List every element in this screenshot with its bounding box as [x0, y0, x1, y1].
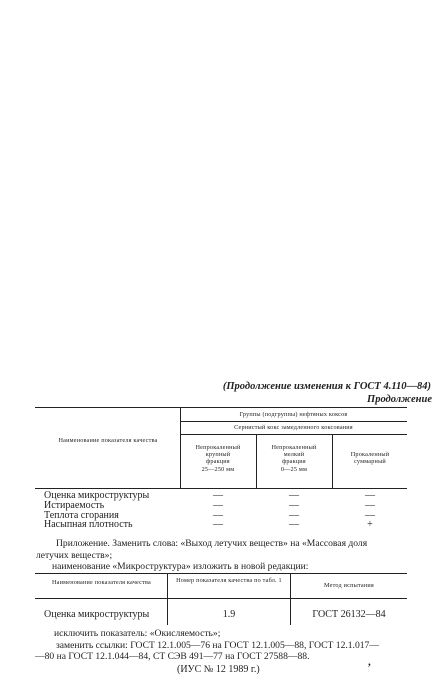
table-row: Теплота сгорания	[44, 510, 119, 521]
group-header: Группы (подгруппы) нефтяных коксов	[239, 411, 348, 418]
table-top-rule	[35, 407, 407, 408]
table-cell: —	[289, 500, 299, 511]
column-divider	[256, 434, 257, 488]
continuation-title: (Продолжение изменения к ГОСТ 4.110—84)	[222, 381, 431, 392]
table-cell: —	[365, 500, 375, 511]
continuation-label: Продолжение	[367, 394, 432, 405]
note-line: Приложение. Заменить слова: «Выход летучих веществ» на «Массовая доля	[56, 538, 368, 549]
header-bottom-rule	[35, 598, 407, 599]
table-cell: 1.9	[222, 609, 236, 620]
column-header-coarse: Непрокаленный крупный фракция 25—250 мм	[195, 444, 241, 473]
column-header-number: Номер показателя качества по табл. 1	[176, 577, 282, 584]
column-divider	[332, 434, 333, 488]
table-cell: —	[213, 490, 223, 501]
table-row: Истираемость	[44, 500, 105, 511]
table-cell: —	[289, 510, 299, 521]
column-divider	[290, 573, 291, 625]
subgroup-header: Сернистый кокс замедленного коксования	[234, 424, 353, 431]
column-header-method: Метод испытания	[324, 582, 374, 589]
table-cell: +	[367, 519, 373, 530]
table-cell: —	[289, 519, 299, 530]
note-line: наименование «Микроструктура» изложить в новой редакции:	[52, 561, 309, 572]
reference-line: —80 на ГОСТ 12.1.044—84, СТ СЭВ 491—77 на ГОСТ 27588—88.	[35, 651, 310, 662]
table-cell: —	[213, 500, 223, 511]
table-row: Оценка микроструктуры	[44, 490, 150, 501]
column-header-name: Наименование показателя качества	[52, 579, 151, 586]
bulletin-reference: (ИУС № 12 1989 г.)	[177, 664, 260, 675]
table-cell: ГОСТ 26132—84	[312, 609, 386, 620]
table-cell: —	[365, 510, 375, 521]
subgroup-header-rule	[180, 434, 407, 435]
reference-line: заменить ссылки: ГОСТ 12.1.005—76 на ГОСТ 12.1.005—88, ГОСТ 12.1.017—	[56, 640, 379, 651]
column-header-calcined: Прокаленный суммарный	[350, 451, 390, 466]
table-top-rule	[35, 573, 407, 574]
table-cell: —	[213, 510, 223, 521]
page-mark: ,	[368, 656, 371, 668]
table-row: Оценка микроструктуры	[44, 609, 150, 620]
note-line: летучих веществ»;	[36, 550, 113, 561]
table-cell: —	[365, 490, 375, 501]
header-bottom-rule	[35, 488, 407, 489]
column-header-name: Наименование показателя качества	[58, 437, 158, 444]
exclusion-line: исключить показатель: «Окисляемость»;	[54, 628, 221, 639]
table-cell: —	[213, 519, 223, 530]
column-header-fine: Непрокаленный мелкий фракция 0—25 мм	[271, 444, 317, 473]
table-row: Насыпная плотность	[44, 519, 133, 530]
column-divider	[180, 407, 181, 488]
table-cell: —	[289, 490, 299, 501]
group-header-rule	[180, 421, 407, 422]
